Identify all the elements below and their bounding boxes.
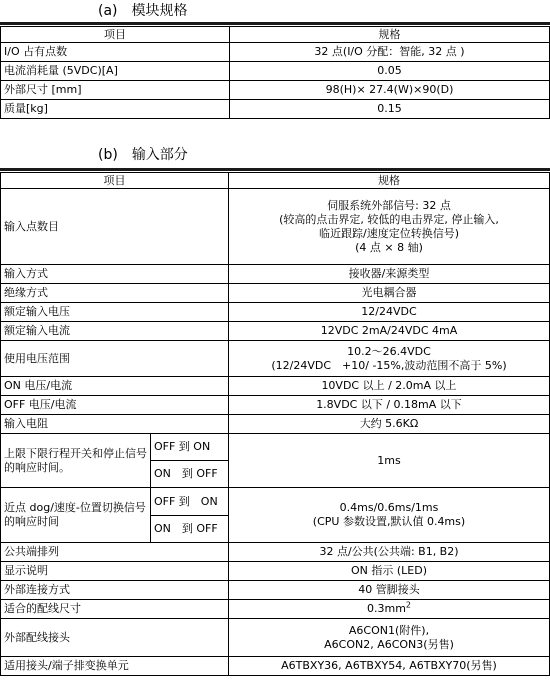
- row-spec: [229, 189, 550, 265]
- row-spec: 98(H)× 27.4(W)×90(D): [230, 81, 550, 100]
- row-item: 额定输入电流: [1, 322, 229, 341]
- row-spec: A6TBXY36, A6TBXY54, A6TBXY70(另售): [229, 657, 550, 676]
- row-spec: 1.8VDC 以下 / 0.18mA 以下: [229, 396, 550, 415]
- row-item: OFF 电压/电流: [1, 396, 229, 415]
- row-spec: [229, 600, 550, 619]
- table-row: [1, 81, 550, 100]
- row-spec: [229, 488, 550, 543]
- table-row: [1, 303, 550, 322]
- row-subitem: ON 到 OFF: [151, 461, 229, 488]
- wire-size-superscript: 2: [405, 600, 412, 610]
- spec-line: (12/24VDC +10/ -15%,波动范围不高于 5%): [271, 358, 507, 372]
- section-a-rule: [0, 22, 550, 25]
- table-row: [1, 265, 550, 284]
- section-b-rule: [0, 168, 550, 171]
- spec-line: A6CON1(附件),: [348, 623, 430, 637]
- section-a-heading: [98, 2, 188, 20]
- module-spec-table: [0, 26, 550, 119]
- row-item: 外部连接方式: [1, 581, 229, 600]
- table-row: [1, 377, 550, 396]
- table-row: [1, 581, 550, 600]
- table-row: [1, 434, 550, 461]
- row-subitem: OFF 到 ON: [151, 488, 229, 516]
- row-spec: 1ms: [229, 434, 550, 488]
- row-spec: 12VDC 2mA/24VDC 4mA: [229, 322, 550, 341]
- spec-line: 10.2～26.4VDC: [347, 344, 431, 358]
- row-item: I/O 占有点数: [1, 43, 230, 62]
- section-b-label: (b): [98, 147, 118, 163]
- row-spec: 光电耦合器: [229, 284, 550, 303]
- row-item: 适合的配线尺寸: [1, 600, 229, 619]
- wire-size-value: 0.3mm: [366, 602, 406, 615]
- table-row: [1, 189, 550, 265]
- table-row: [1, 488, 550, 516]
- header-spec: 规格: [230, 27, 550, 43]
- table-row: [1, 396, 550, 415]
- row-spec: 40 管脚接头: [229, 581, 550, 600]
- row-spec: 12/24VDC: [229, 303, 550, 322]
- spec-line: 0.4ms/0.6ms/1ms: [339, 501, 439, 514]
- row-item: 上限下限行程开关和停止信号的响应时间。: [1, 434, 151, 488]
- row-item: 输入方式: [1, 265, 229, 284]
- row-item: 显示说明: [1, 562, 229, 581]
- row-spec: [229, 619, 550, 657]
- table-row: [1, 600, 550, 619]
- header-spec: 规格: [229, 173, 550, 189]
- spec-line: 临近跟踪/速度定位转换信号): [319, 226, 459, 240]
- header-item: 项目: [1, 173, 229, 189]
- row-spec: 10VDC 以上 / 2.0mA 以上: [229, 377, 550, 396]
- row-spec: 大约 5.6KΩ: [229, 415, 550, 434]
- row-item: 外部配线接头: [1, 619, 229, 657]
- table-row: [1, 62, 550, 81]
- spec-line: 伺服系统外部信号: 32 点: [327, 198, 451, 212]
- table-row: [1, 284, 550, 303]
- table-row: [1, 322, 550, 341]
- row-spec: 0.05: [230, 62, 550, 81]
- row-subitem: OFF 到 ON: [151, 434, 229, 461]
- row-item: 使用电压范围: [1, 341, 229, 377]
- row-spec: 32 点/公共(公共端: B1, B2): [229, 543, 550, 562]
- row-spec: [229, 341, 550, 377]
- row-spec: 32 点(I/O 分配：智能, 32 点 ): [230, 43, 550, 62]
- table-header-row: [1, 173, 550, 189]
- row-item: 绝缘方式: [1, 284, 229, 303]
- table-row: [1, 43, 550, 62]
- row-subitem: ON 到 OFF: [151, 516, 229, 543]
- row-item: 输入点数目: [1, 189, 229, 265]
- row-item: 电流消耗量 (5VDC)[A]: [1, 62, 230, 81]
- row-item: 输入电阻: [1, 415, 229, 434]
- row-item: 近点 dog/速度-位置切换信号的响应时间: [1, 488, 151, 543]
- header-item: 项目: [1, 27, 230, 43]
- row-item: 质量[kg]: [1, 100, 230, 119]
- table-row: [1, 619, 550, 657]
- spec-line: A6CON2, A6CON3(另售): [324, 637, 454, 651]
- section-a-label: (a): [98, 3, 118, 19]
- row-item: 公共端排列: [1, 543, 229, 562]
- spec-line: (CPU 参数设置,默认值 0.4ms): [312, 515, 466, 528]
- table-row: [1, 562, 550, 581]
- spec-line: (较高的点击界定, 较低的电击界定, 停止输入,: [279, 212, 499, 226]
- spec-line: (4 点 × 8 轴): [355, 240, 423, 254]
- row-item: 外部尺寸 [mm]: [1, 81, 230, 100]
- section-b-title: 输入部分: [131, 147, 188, 163]
- section-b-heading: [98, 146, 188, 164]
- row-item: 额定输入电压: [1, 303, 229, 322]
- table-row: [1, 341, 550, 377]
- section-a-title: 模块规格: [131, 3, 188, 19]
- table-row: [1, 543, 550, 562]
- row-item: 适用接头/端子排变换单元: [1, 657, 229, 676]
- row-spec: ON 指示 (LED): [229, 562, 550, 581]
- row-item: ON 电压/电流: [1, 377, 229, 396]
- row-spec: 0.15: [230, 100, 550, 119]
- table-row: [1, 657, 550, 676]
- table-row: [1, 415, 550, 434]
- table-header-row: [1, 27, 550, 43]
- row-spec: 接收器/来源类型: [229, 265, 550, 284]
- table-row: [1, 100, 550, 119]
- input-spec-table: [0, 172, 550, 676]
